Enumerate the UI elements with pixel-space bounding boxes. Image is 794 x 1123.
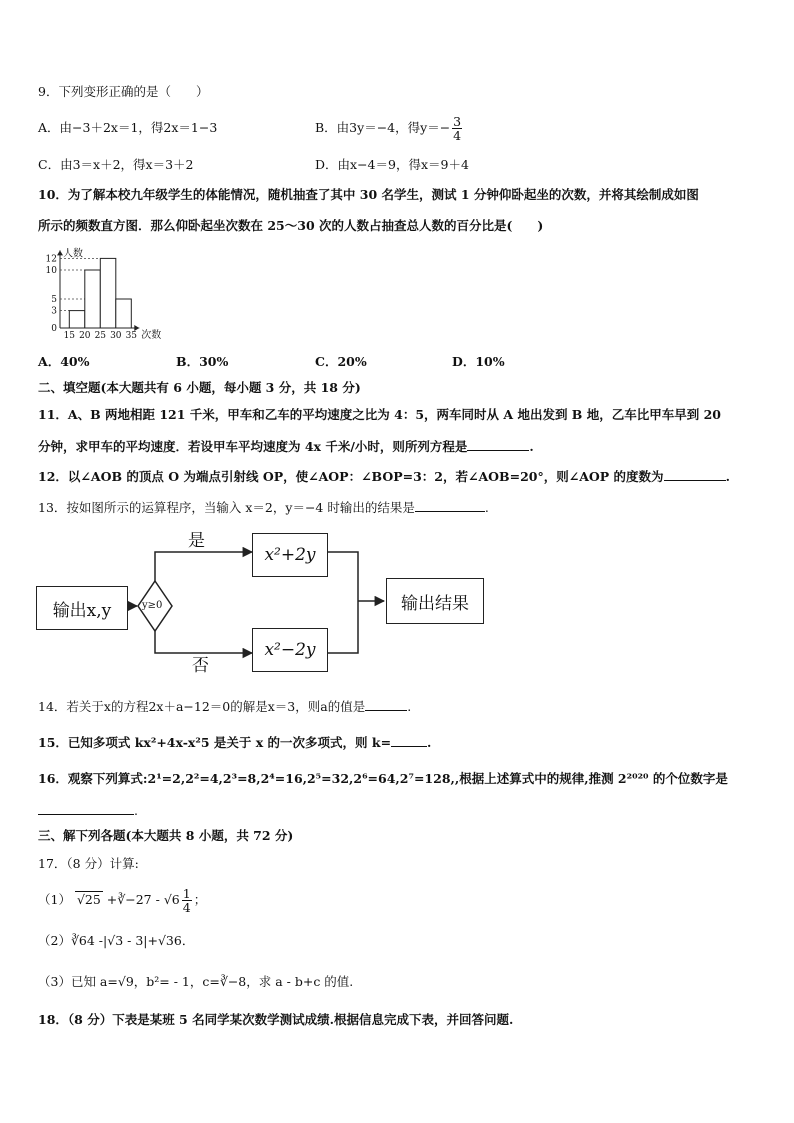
q10-line1: 10．为了解本校九年级学生的体能情况，随机抽查了其中 30 名学生，测试 1 分钟仰卧起坐的次数，并将其绘制成如图: [38, 187, 699, 202]
q12-text: 12．以∠AOB 的顶点 O 为端点引射线 OP，使∠AOP：∠BOP=3：2，若∠AOB=20°，则∠AOP 的度数为: [38, 469, 664, 484]
q14-answer-blank[interactable]: [365, 698, 407, 711]
q14-text: 14．若关于x的方程2x＋a−12＝0的解是x＝3，则a的值是: [38, 699, 366, 714]
fraction-denominator: 4: [453, 128, 462, 143]
q17-part1-fraction: [182, 887, 192, 914]
q14-line: [38, 698, 411, 715]
x-tick-label: 20: [79, 331, 91, 341]
y-tick-label: 5: [51, 295, 57, 305]
q15-answer-blank[interactable]: [391, 734, 427, 747]
q15-text: 15．已知多项式 kx²+4x-x²5 是关于 x 的一次多项式，则 k=: [38, 735, 392, 750]
flowchart-expr-yes: x²+2y: [252, 533, 328, 577]
x-tick-label: 15: [63, 331, 76, 341]
q11-end: .: [529, 439, 534, 454]
q9-stem: 9．下列变形正确的是（ ）: [38, 84, 209, 99]
q15-end: .: [427, 735, 432, 750]
q15-line: [38, 734, 431, 751]
q12-end: .: [725, 469, 730, 484]
flowchart-expr-no: x²−2y: [252, 628, 328, 672]
q10-option-b: B．30%: [176, 354, 229, 369]
q11-text: 分钟，求甲车的平均速度．若设甲车平均速度为 4x 千米/小时，则所列方程是: [38, 439, 468, 454]
flowchart-input-box: 输出x,y: [36, 586, 128, 630]
q17-part1-label: （1）: [38, 892, 71, 907]
q17-part3: [38, 974, 353, 990]
q9-option-c: C．由3＝x＋2，得x＝3＋2: [38, 157, 194, 172]
q17-part1-minus: -: [155, 892, 160, 907]
q17-part1: [38, 884, 206, 916]
flowchart-yes-label: 是: [188, 531, 205, 551]
q10-option-c: C．20%: [315, 354, 367, 369]
q10-option-a: A．40%: [38, 354, 90, 369]
q17-part3-label: （3）: [38, 974, 71, 989]
q10-option-d: D．10%: [452, 354, 505, 369]
q10-line2: 所示的频数直方图．那么仰卧起坐次数在 25～30 次的人数占抽查总人数的百分比是( ): [38, 218, 544, 233]
y-axis-label: 人数: [63, 248, 83, 260]
x-axis-label: 次数: [141, 330, 162, 341]
q17-part2-label: （2）: [38, 933, 71, 948]
q16-line: 16．观察下列算式:2¹=2,2²=4,2³=8,2⁴=16,2⁵=32,2⁶=64,2⁷=128,,根据上述算式中的规律,推测 2²⁰²⁰ 的个位数字是: [38, 771, 728, 786]
y-tick-label: 3: [51, 306, 57, 317]
x-tick-label: 30: [110, 331, 122, 341]
q17-part3-text: 已知 a=√9，b²= - 1，c=∛−8，求 a - b+c 的值.: [70, 974, 354, 989]
q18-stem: 18．（8 分）下表是某班 5 名同学某次数学测试成绩.根据信息完成下表，并回答问题.: [38, 1012, 514, 1027]
q16-answer-line: [38, 802, 138, 819]
q9-option-b-text: B．由3y＝−4，得y＝−: [315, 120, 451, 135]
q11-line1: 11．A、B 两地相距 121 千米，甲车和乙车的平均速度之比为 4：5，两车同时从 A 地出发到 B 地，乙车比甲车早到 20: [38, 407, 721, 422]
fraction-numerator: 1: [182, 886, 191, 901]
fraction-numerator: 3: [453, 114, 462, 129]
q14-end: .: [407, 699, 412, 714]
q17-part1-term-a: √25: [76, 892, 101, 907]
q17-part2: [38, 933, 194, 949]
section-3-heading: 三、解下列各题(本大题共 8 小题，共 72 分): [38, 828, 294, 843]
flowchart-output-box: 输出结果: [386, 578, 484, 624]
q13-end: .: [484, 500, 489, 515]
y-tick-label: 10: [45, 266, 57, 276]
q17-part1-end: ；: [193, 892, 207, 907]
q17-part2-text: ∛64 -|√3 - 3|+√36．: [70, 933, 195, 948]
q16-end: .: [134, 803, 138, 818]
x-tick-label: 25: [94, 331, 107, 341]
q13-text: 13．按如图所示的运算程序，当输入 x＝2，y＝−4 时输出的结果是: [38, 500, 415, 515]
q17-part1-term-b: +∛−27: [106, 892, 152, 907]
section-2-heading: 二、填空题(本大题共有 6 小题，每小题 3 分，共 18 分): [38, 380, 361, 395]
fraction-denominator: 4: [182, 900, 191, 915]
x-tick-label: 35: [125, 331, 138, 341]
y-tick-label: 12: [45, 254, 57, 265]
q17-part1-term-d: √6: [163, 892, 180, 907]
flowchart-condition: y≥0: [142, 600, 163, 611]
flowchart-no-label: 否: [192, 656, 209, 676]
y-tick-label: 0: [51, 324, 57, 334]
q9-option-a: A．由−3＋2x＝1，得2x＝1−3: [38, 120, 218, 135]
q16-answer-blank[interactable]: [38, 802, 134, 815]
q9-option-d: D．由x−4＝9，得x＝9＋4: [315, 157, 469, 172]
q17-stem: 17．（8 分）计算:: [38, 856, 139, 871]
